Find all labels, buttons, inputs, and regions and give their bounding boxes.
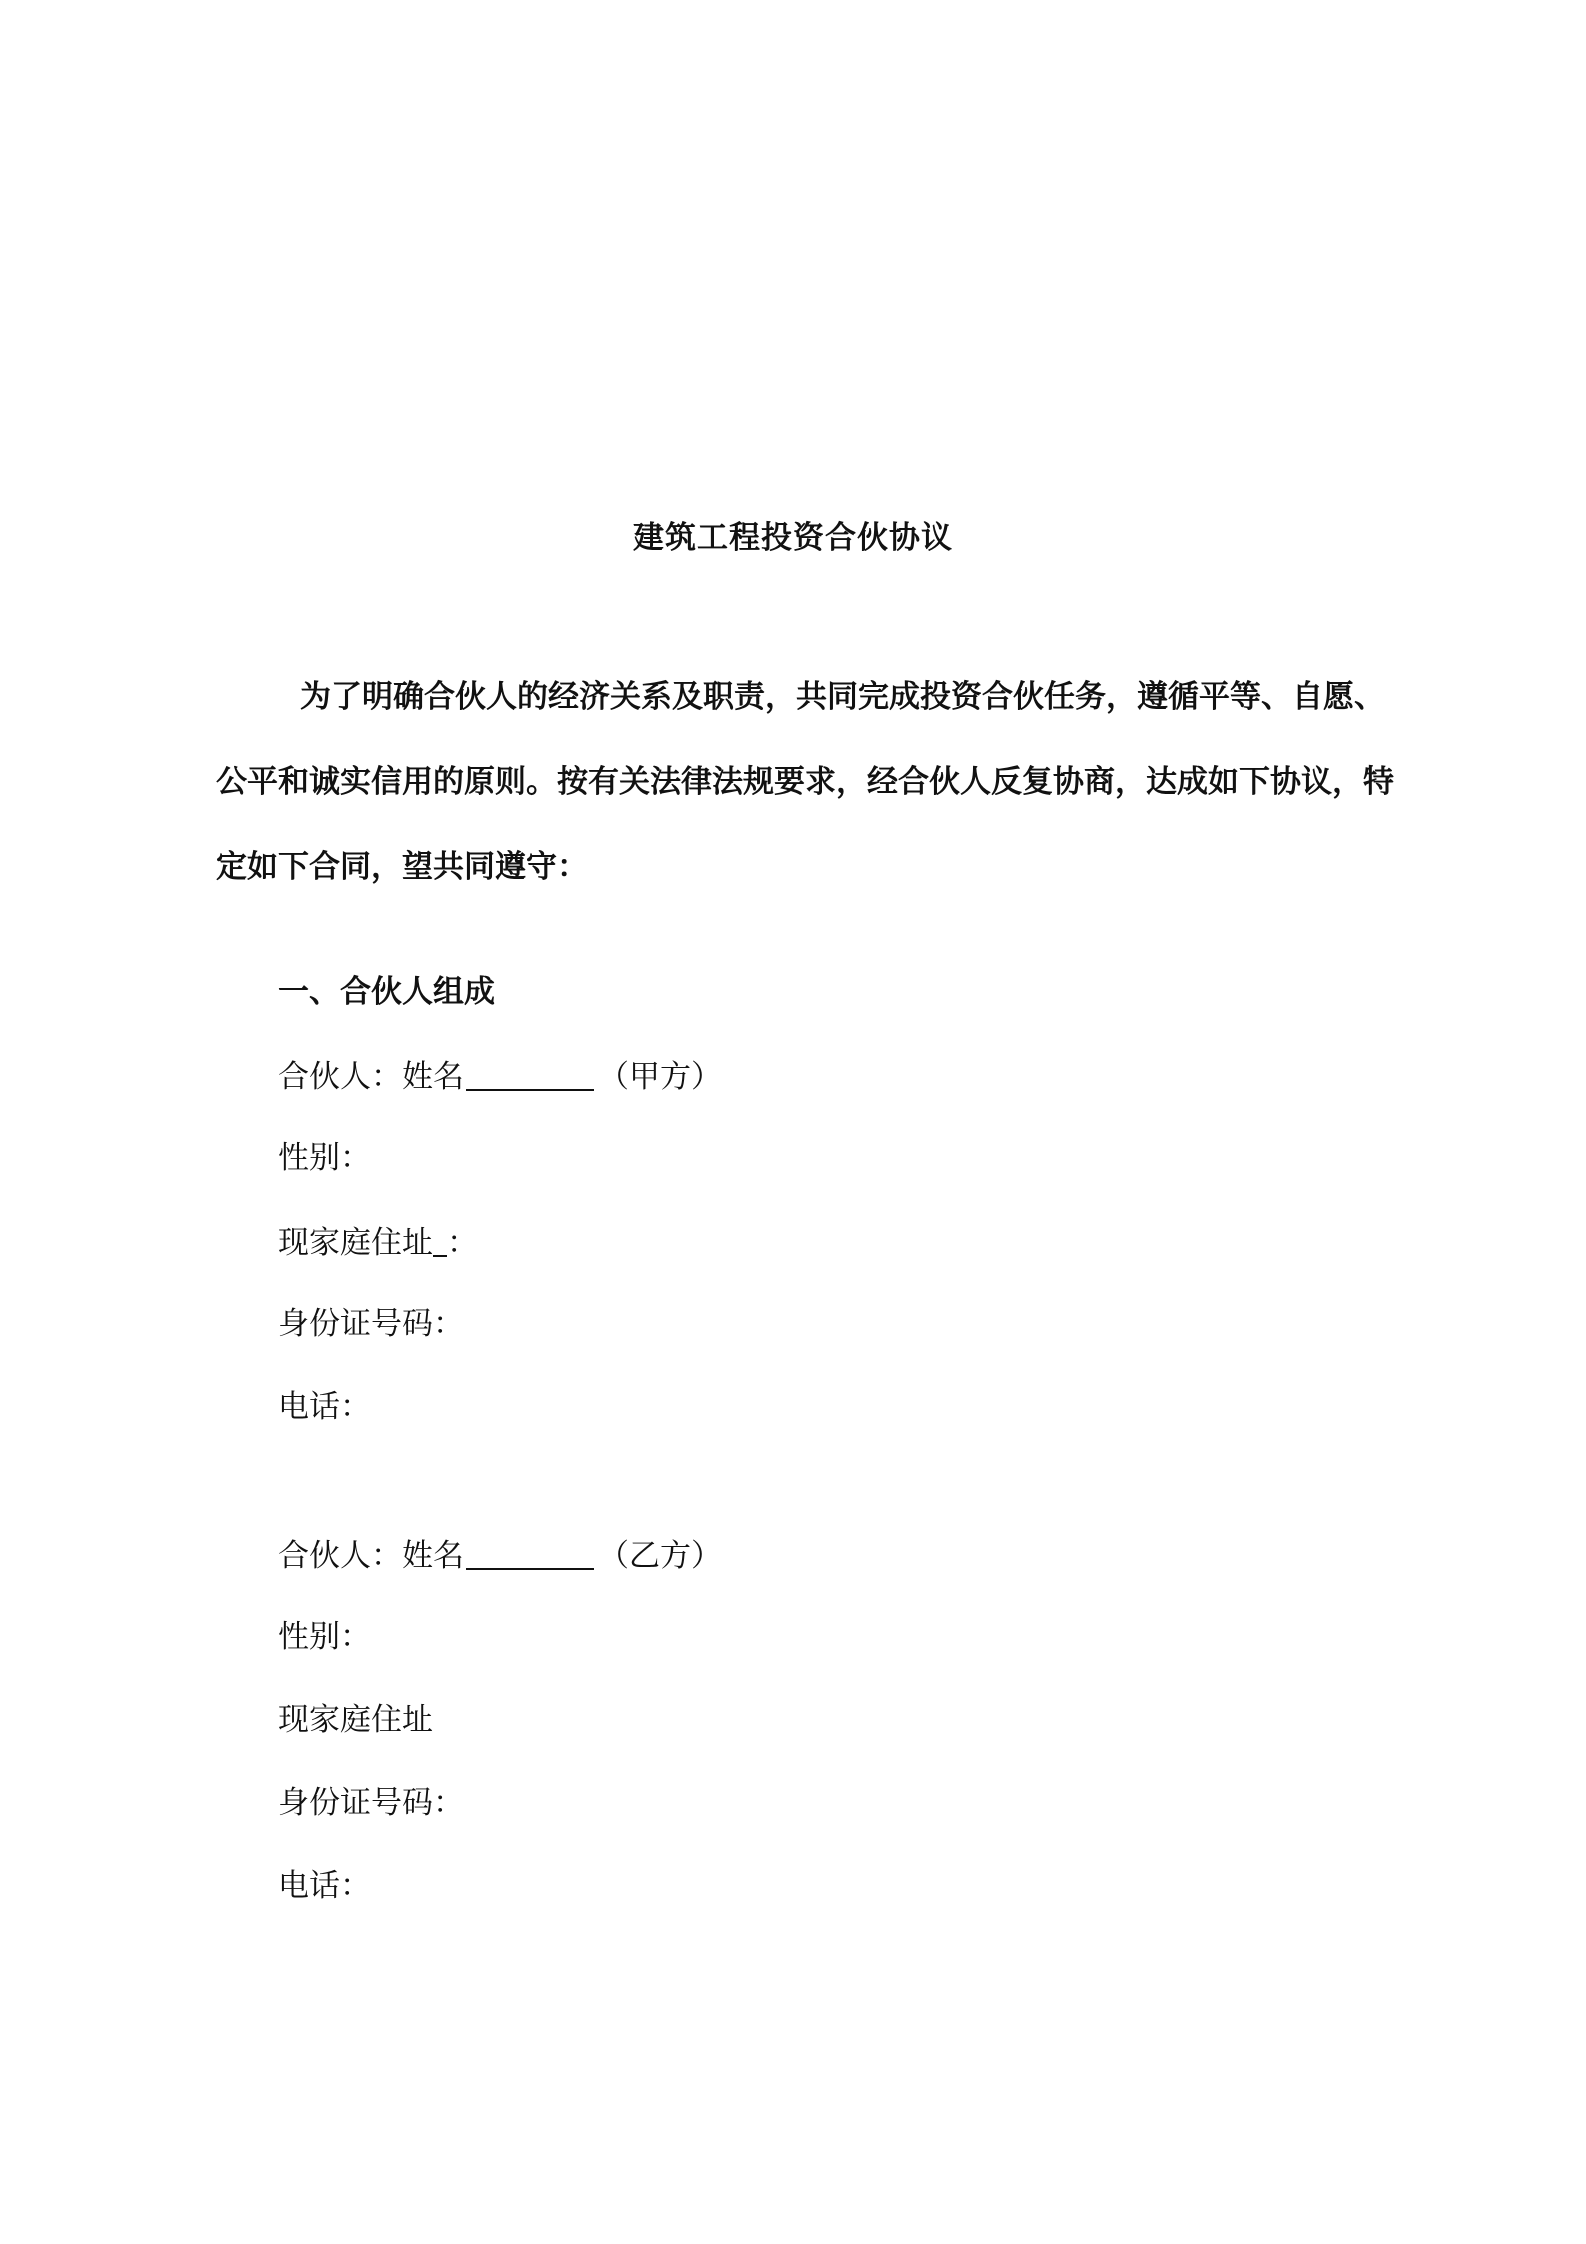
party-b-address-field <box>278 1700 433 1740</box>
party-b-gender-label: 性别： <box>278 1619 371 1655</box>
party-a-phone-field <box>278 1387 371 1427</box>
party-b-name-blank <box>466 1534 594 1570</box>
party-a-gender-field <box>278 1138 371 1178</box>
party-b-id-field <box>278 1783 464 1823</box>
party-b-id-label: 身份证号码： <box>278 1785 464 1821</box>
party-b-phone-label: 电话： <box>278 1868 371 1904</box>
party-a-name-blank <box>466 1055 594 1091</box>
party-a-address-suffix: ： <box>447 1225 478 1261</box>
party-a-id-field <box>278 1304 464 1344</box>
party-a-address-field <box>278 1221 478 1263</box>
party-b-gender-field <box>278 1617 371 1657</box>
party-b-name-field <box>278 1534 722 1576</box>
party-a-name-label: 合伙人：姓名 <box>278 1059 464 1095</box>
party-a-id-label: 身份证号码： <box>278 1306 464 1342</box>
intro-line-3: 定如下合同，望共同遵守： <box>216 849 588 885</box>
party-b-name-suffix: （乙方） <box>598 1538 722 1574</box>
party-b-address-label: 现家庭住址 <box>278 1702 433 1738</box>
party-a-name-field <box>278 1055 722 1097</box>
party-a-gender-label: 性别： <box>278 1140 371 1176</box>
party-b-phone-field <box>278 1866 371 1906</box>
party-a-address-blank <box>433 1221 447 1257</box>
party-a-address-label: 现家庭住址 <box>278 1225 433 1261</box>
intro-line-2: 公平和诚实信用的原则。按有关法律法规要求，经合伙人反复协商，达成如下协议，特 <box>216 764 1394 800</box>
intro-line-1: 为了明确合伙人的经济关系及职责，共同完成投资合伙任务，遵循平等、自愿、 <box>300 679 1385 715</box>
document-title: 建筑工程投资合伙协议 <box>633 520 953 556</box>
party-b-name-label: 合伙人：姓名 <box>278 1538 464 1574</box>
section-heading-partners: 一、合伙人组成 <box>278 974 495 1010</box>
party-a-name-suffix: （甲方） <box>598 1059 722 1095</box>
party-a-phone-label: 电话： <box>278 1389 371 1425</box>
intro-paragraph <box>216 655 1394 910</box>
